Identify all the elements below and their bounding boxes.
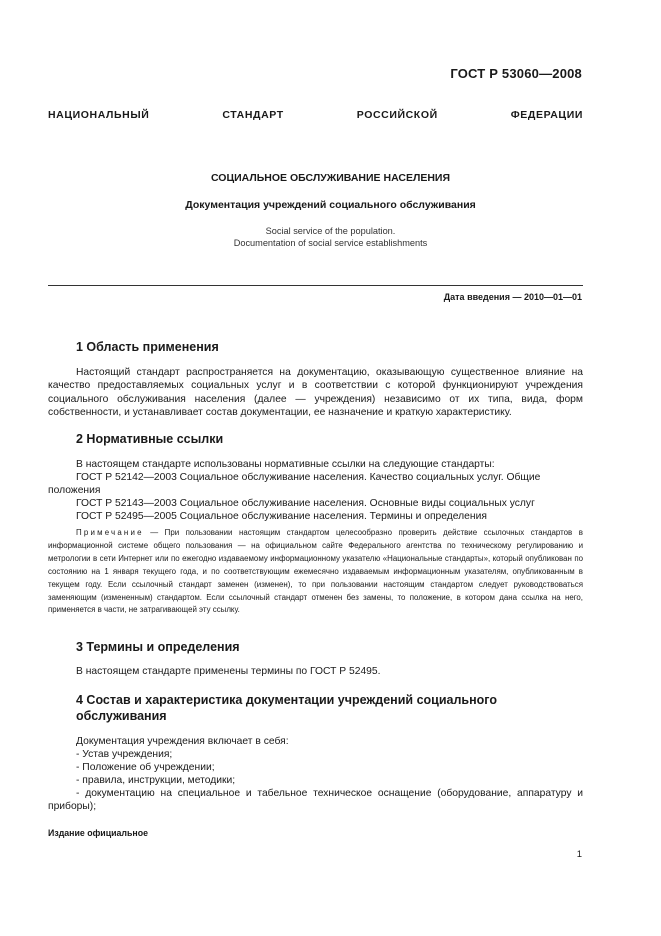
section-2-intro: В настоящем стандарте использованы нормативные ссылки на следующие стандарты: (76, 459, 495, 470)
national-standard-heading: НАЦИОНАЛЬНЫЙ СТАНДАРТ РОССИЙСКОЙ ФЕДЕРАЦИИ (48, 109, 583, 121)
section-3-heading: 3 Термины и определения (76, 640, 240, 654)
reference-3: ГОСТ Р 52495—2005 Социальное обслуживание населения. Термины и определения (76, 511, 487, 522)
english-title-line-2: Documentation of social service establishments (233, 238, 428, 248)
section-4-heading-line-1: 4 Состав и характеристика документации учреждений социального (76, 693, 497, 707)
page-number: 1 (576, 849, 582, 860)
section-1-heading: 1 Область применения (76, 340, 219, 354)
list-item: - правила, инструкции, методики; (76, 775, 236, 786)
introduction-date: Дата введения — 2010—01—01 (443, 292, 582, 302)
official-edition-label: Издание официальное (48, 828, 148, 838)
section-3-text: В настоящем стандарте применены термины по ГОСТ Р 52495. (76, 666, 381, 677)
note-text: — При пользовании настоящим стандартом целесообразно проверить действие ссылочных стандартов в информационной системе общего пользования — на официальном сайте Федерального агентства по техническому регулированию и метрологии в сети Интернет или по ежегодно издаваемому информационному указателю «Национальные стандарты», который опубликован по состоянию на 1 января текущего года, и по соответствующим ежемесячно издаваемым информационным указателям, опубликованным в текущем году. Если ссылочный стандарт заменен (изменен), то при пользовании настоящим стандартом следует руководствоваться заменяющим (измененным) стандартом. Если ссылочный стандарт отменен без замены, то положение, в котором дана ссылка на него, применяется в части, не затрагивающей эту ссылку. (48, 528, 583, 615)
list-item: - Положение об учреждении; (76, 762, 215, 773)
section-1-text: Настоящий стандарт распространяется на документацию, оказывающую существенное влияние на качество предоставляемых социальных услуг и в соответствии с которой функционируют учреждения социального обслуживания населения (далее — учреждения) независимо от их типа, вида, форм собственности, и устанавливает состав документации, ее назначение и краткую характеристику. (48, 367, 583, 419)
note-label: Примечание (76, 528, 144, 537)
section-2-note (48, 527, 583, 617)
list-item: - Устав учреждения; (76, 749, 173, 760)
reference-1-continued: положения (48, 485, 101, 496)
section-4-intro: Документация учреждения включает в себя: (76, 736, 289, 747)
document-title: СОЦИАЛЬНОЕ ОБСЛУЖИВАНИЕ НАСЕЛЕНИЯ (210, 172, 451, 184)
list-item-last: - документацию на специальное и табельное техническое оснащение (оборудование, аппаратуру и приборы); (48, 788, 583, 813)
standard-code: ГОСТ Р 53060—2008 (450, 66, 582, 81)
section-4-heading-line-2: обслуживания (76, 709, 167, 723)
reference-2: ГОСТ Р 52143—2003 Социальное обслуживание населения. Основные виды социальных услуг (76, 498, 535, 509)
english-title-line-1: Social service of the population. (265, 226, 396, 236)
document-subtitle: Документация учреждений социального обслуживания (185, 199, 476, 211)
reference-1: ГОСТ Р 52142—2003 Социальное обслуживание населения. Качество социальных услуг. Общие (76, 472, 541, 483)
divider (48, 285, 583, 286)
section-2-heading: 2 Нормативные ссылки (76, 432, 224, 446)
